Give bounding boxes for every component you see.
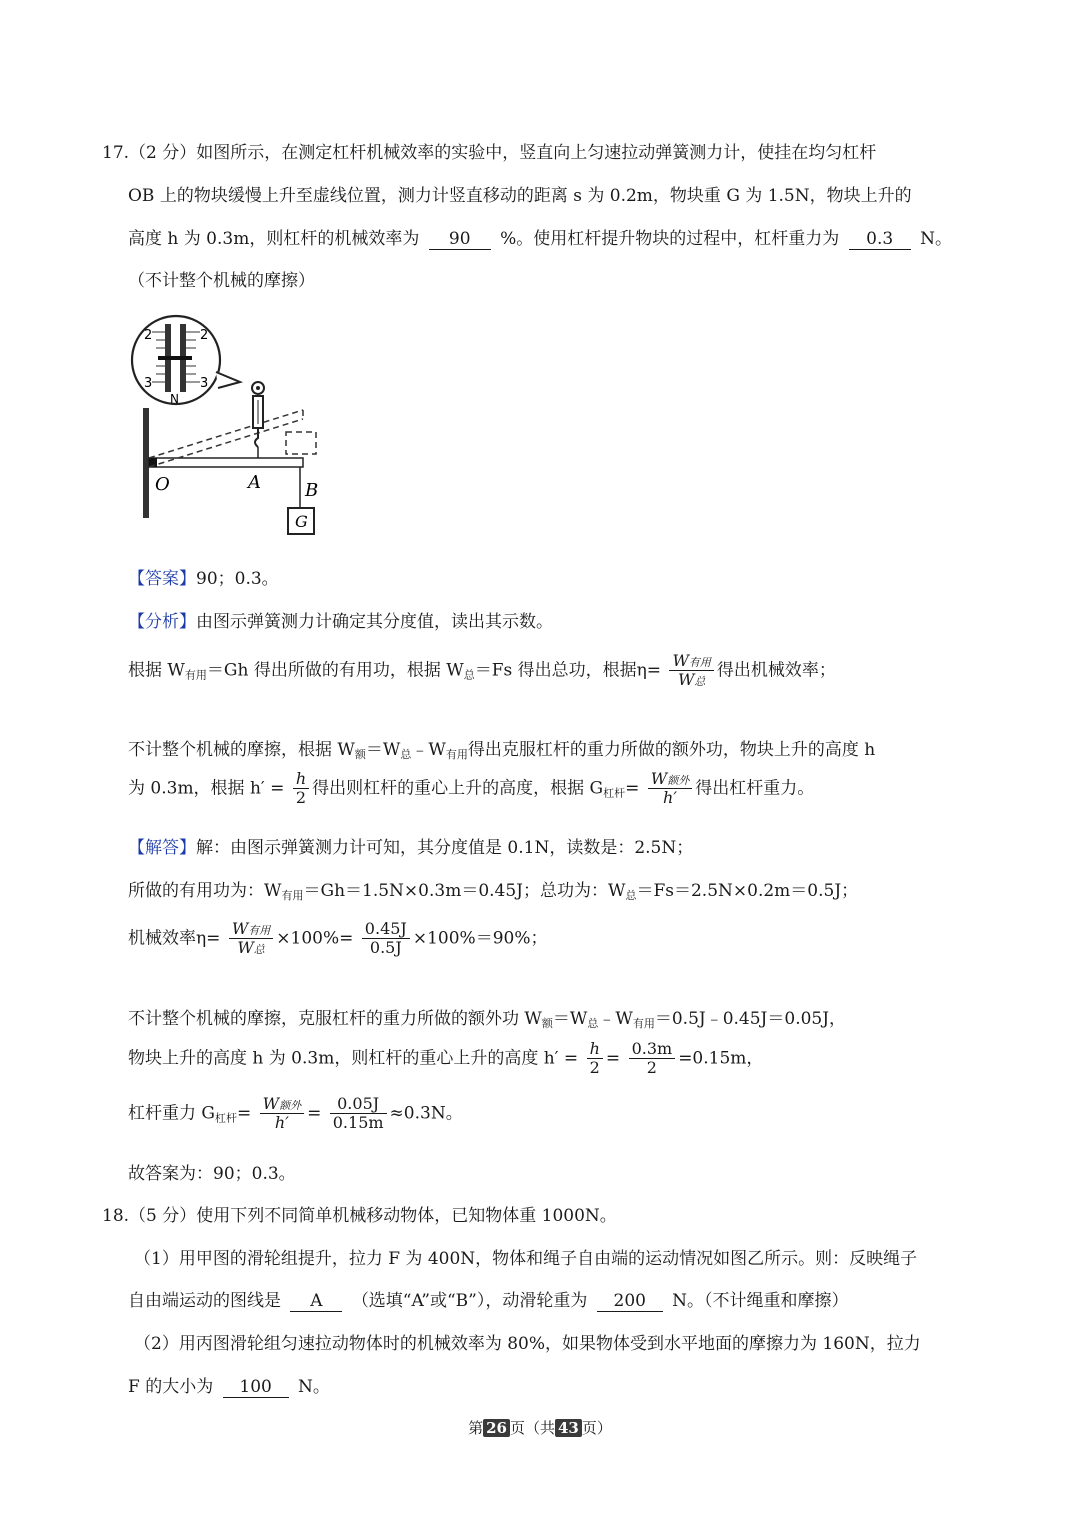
efficiency-value-fraction — [362, 920, 410, 958]
sol2-text-c: ＝Fs＝2.5N×0.2m＝0.5J； — [636, 881, 859, 901]
q17-blank-lever-weight: 0.3 — [849, 229, 911, 250]
sol6-sub: 杠杆 — [214, 1111, 237, 1125]
q17-answer — [128, 564, 279, 589]
frac-den: 2 — [646, 1058, 657, 1078]
footer-middle: 页（共 — [509, 1419, 555, 1437]
q17-solution-line-4 — [128, 1004, 846, 1031]
frac-den-sub: 总 — [694, 675, 706, 689]
scale-label-3-left: 3 — [144, 376, 153, 391]
label-b: B — [305, 480, 319, 501]
sol4-text-b: ＝W — [552, 1009, 588, 1029]
frac-num: W — [672, 651, 689, 670]
sol4-sub-3: 有用 — [632, 1017, 655, 1030]
sol4-sub-1: 额 — [541, 1017, 553, 1030]
scale-label-2-left: 2 — [144, 328, 153, 343]
frac-den: 0.15m — [332, 1113, 384, 1133]
q17-line-2: OB 上的物块缓慢上升至虚线位置，测力计竖直移动的距离 s 为 0.2m，物块重 G 为 1.5N，物块上升的 — [128, 186, 912, 206]
current-page-number: 26 — [483, 1419, 510, 1437]
frac-num: h — [587, 1040, 603, 1059]
lever-weight-symbol-fraction — [260, 1095, 304, 1133]
sol2-sub-2: 总 — [625, 889, 637, 902]
an2-sub-3: 有用 — [445, 748, 468, 761]
frac-den: 2 — [589, 1058, 600, 1078]
q17-solution-line-2 — [128, 876, 858, 903]
answer-text: 90；0.3。 — [196, 569, 279, 589]
frac-num: W — [262, 1094, 280, 1113]
frac-num: 0.45J — [362, 920, 410, 939]
footer-suffix: 页） — [581, 1419, 612, 1437]
spring-scale-callout — [132, 316, 240, 406]
q17-solution-line-3 — [128, 920, 547, 958]
sol6-text-b: = — [236, 1103, 252, 1124]
frac-num: W — [650, 769, 668, 788]
an2-sub-2: 总 — [400, 748, 412, 761]
lever-weight-value-fraction — [330, 1095, 387, 1133]
an2-text-a: 不计整个机械的摩擦，根据 W — [128, 740, 355, 760]
lever-figure — [128, 310, 328, 545]
an3-text-b: 得出则杠杆的重心上升的高度，根据 G — [312, 778, 604, 799]
solution-tag: 【解答】 — [128, 838, 196, 858]
q17-analysis-line-2 — [128, 735, 875, 762]
frac-num: h — [293, 770, 309, 789]
sol2-text-b: ＝Gh＝1.5N×0.3m＝0.45J；总功为：W — [303, 881, 626, 901]
label-o: O — [155, 474, 170, 495]
sol1-text: 解：由图示弹簧测力计可知，其分度值是 0.1N，读数是：2.5N； — [196, 838, 694, 858]
an1-text-a: 根据 W — [128, 660, 185, 681]
q18-line-3 — [128, 1286, 849, 1312]
efficiency-fraction — [669, 652, 713, 690]
an2-text-d: 得出克服杠杆的重力所做的额外功，物块上升的高度 h — [467, 740, 876, 760]
an1-sub-1: 有用 — [184, 668, 207, 682]
q17-blank-efficiency: 90 — [429, 229, 491, 250]
q17-analysis-line-1 — [128, 652, 836, 690]
q17-solution-line-6 — [128, 1095, 463, 1133]
footer-prefix: 第 — [468, 1419, 484, 1437]
q17-analysis-line-3 — [128, 770, 814, 808]
q18-line-3-text-b: （选填“A”或“B”），动滑轮重为 — [351, 1291, 588, 1311]
q18-line-5-text-b: N。 — [298, 1377, 330, 1397]
frac-num-sub: 有用 — [688, 656, 711, 669]
an3-text-d: 得出杠杆重力。 — [695, 778, 815, 799]
sol6-text-c: = — [307, 1103, 322, 1124]
sol6-text-d: ≈0.3N。 — [389, 1103, 463, 1124]
q17-analysis — [128, 607, 553, 632]
an3-text-a: 为 0.3m，根据 h′ = — [128, 778, 285, 799]
frac-den: W — [677, 670, 695, 690]
q18-line-1: 18.（5 分）使用下列不同简单机械移动物体，已知物体重 1000N。 — [102, 1206, 617, 1226]
sol4-text-d: ＝0.5J﹣0.45J＝0.05J， — [654, 1009, 847, 1029]
q18-blank-pulley-weight: 200 — [597, 1291, 663, 1312]
spring-scale — [252, 382, 264, 458]
q17-solution-line-1 — [128, 833, 693, 858]
wall — [143, 408, 149, 518]
sol2-text-a: 所做的有用功为：W — [128, 881, 282, 901]
an2-sub-1: 额 — [354, 748, 366, 761]
sol2-sub-1: 有用 — [281, 889, 304, 902]
an1-text-d: 得出机械效率； — [716, 660, 836, 681]
frac-num: W — [231, 919, 249, 938]
sol4-text-c: ﹣W — [598, 1009, 633, 1029]
q17-line-4: （不计整个机械的摩擦） — [128, 271, 315, 291]
sol3-text-a: 机械效率η= — [128, 928, 221, 949]
q18-line-5-text-a: F 的大小为 — [128, 1377, 214, 1397]
q18-blank-graph-line: A — [290, 1291, 342, 1312]
q17-line-3-text-c: N。 — [920, 229, 952, 249]
height-value-fraction — [629, 1040, 676, 1078]
label-g: G — [295, 512, 308, 531]
q17-line-1: 17.（2 分）如图所示，在测定杠杆机械效率的实验中，竖直向上匀速拉动弹簧测力计，使挂在均匀杠杆 — [102, 143, 877, 163]
an1-text-b: ＝Gh 得出所做的有用功，根据 W — [206, 660, 464, 681]
an2-text-b: ＝W — [365, 740, 401, 760]
q17-solution-line-5 — [128, 1040, 763, 1078]
frac-den: h′ — [663, 788, 677, 808]
frac-den: 2 — [295, 788, 307, 808]
frac-den: W — [237, 938, 254, 958]
q18-blank-pull-force: 100 — [223, 1377, 289, 1398]
q17-final-answer: 故答案为：90；0.3。 — [128, 1164, 296, 1184]
an2-text-c: ﹣W — [411, 740, 446, 760]
sol6-text-a: 杠杆重力 G — [128, 1103, 215, 1124]
frac-den: 0.5J — [369, 938, 402, 958]
sol5-text-a: 物块上升的高度 h 为 0.3m，则杠杆的重心上升的高度 h′ = — [128, 1048, 579, 1069]
analysis-tag: 【分析】 — [128, 612, 196, 632]
scale-label-2-right: 2 — [200, 328, 209, 343]
frac-den-sub: 总 — [253, 943, 265, 957]
frac-num: 0.3m — [629, 1040, 676, 1059]
sol3-text-b: ×100%= — [276, 928, 354, 949]
q17-line-3-text-a: 高度 h 为 0.3m，则杠杆的机械效率为 — [128, 229, 420, 249]
q18-line-2: （1）用甲图的滑轮组提升，拉力 F 为 400N，物体和绳子自由端的运动情况如图乙所示。则：反映绳子 — [134, 1249, 918, 1269]
q17-line-3 — [128, 224, 952, 250]
scale-unit-n: N — [170, 392, 179, 406]
sol5-text-c: =0.15m， — [678, 1048, 764, 1069]
an3-text-c: = — [625, 778, 640, 799]
q18-line-3-text-c: N。（不计绳重和摩擦） — [672, 1291, 849, 1311]
total-pages-number: 43 — [555, 1419, 582, 1437]
frac-num-sub: 额外 — [279, 1099, 302, 1112]
frac-den: h′ — [274, 1113, 289, 1133]
h-over-2-fraction — [293, 770, 309, 808]
analysis-text: 由图示弹簧测力计确定其分度值，读出其示数。 — [196, 612, 553, 632]
answer-tag: 【答案】 — [128, 569, 196, 589]
sol5-text-b: = — [605, 1048, 621, 1069]
q18-line-3-text-a: 自由端运动的图线是 — [128, 1291, 281, 1311]
efficiency-symbol-fraction — [229, 920, 273, 958]
an1-sub-2: 总 — [463, 668, 475, 682]
h-half-fraction — [587, 1040, 603, 1078]
q18-line-5 — [128, 1372, 330, 1398]
an3-sub: 杠杆 — [603, 786, 626, 800]
lever-weight-fraction — [648, 770, 692, 808]
label-a: A — [248, 472, 261, 493]
q17-line-3-text-b: %。使用杠杆提升物块的过程中，杠杆重力为 — [500, 229, 840, 249]
frac-num-sub: 额外 — [667, 774, 690, 787]
sol4-text-a: 不计整个机械的摩擦，克服杠杆的重力所做的额外功 W — [128, 1009, 542, 1029]
frac-num-sub: 有用 — [248, 924, 271, 937]
q18-line-4: （2）用丙图滑轮组匀速拉动物体时的机械效率为 80%，如果物体受到水平地面的摩擦力为 160N，拉力 — [134, 1334, 921, 1354]
sol3-text-c: ×100%＝90%； — [412, 928, 548, 949]
scale-label-3-right: 3 — [200, 376, 209, 391]
sol4-sub-2: 总 — [587, 1017, 599, 1030]
page-footer — [0, 1417, 1080, 1438]
an1-text-c: ＝Fs 得出总功，根据η= — [474, 660, 662, 681]
frac-num: 0.05J — [330, 1095, 387, 1114]
